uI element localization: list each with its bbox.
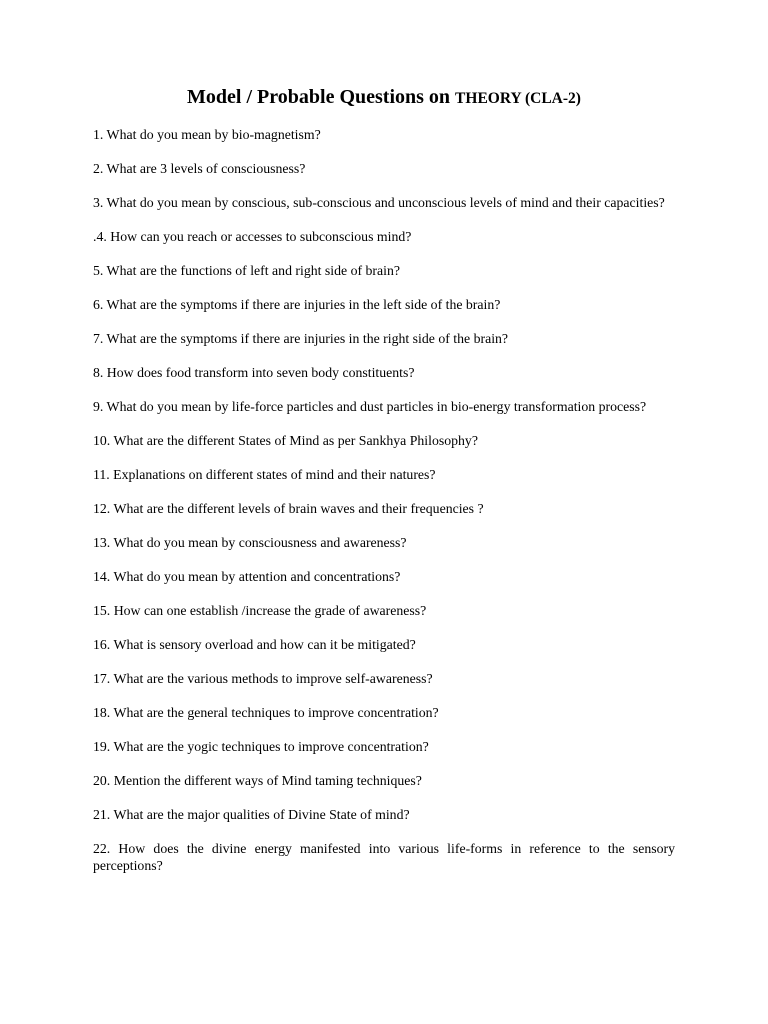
question-item: 11. Explanations on different states of mind and their natures?: [93, 467, 436, 482]
question-item: 18. What are the general techniques to improve concentration?: [93, 705, 439, 720]
question-item: 22. How does the divine energy manifested into various life-forms in reference to the sensory perceptions?: [93, 841, 675, 873]
question-item: 16. What is sensory overload and how can it be mitigated?: [93, 637, 416, 652]
question-item: 15. How can one establish /increase the grade of awareness?: [93, 603, 427, 618]
question-item: 5. What are the functions of left and right side of brain?: [93, 263, 401, 278]
title-main: Model / Probable Questions on: [187, 86, 456, 108]
question-item: 2. What are 3 levels of consciousness?: [93, 161, 306, 176]
question-item: 17. What are the various methods to improve self-awareness?: [93, 671, 433, 686]
question-list: [93, 126, 675, 891]
question-item: 19. What are the yogic techniques to improve concentration?: [93, 739, 429, 754]
question-item: 20. Mention the different ways of Mind taming techniques?: [93, 773, 422, 788]
question-item: 12. What are the different levels of brain waves and their frequencies ?: [93, 501, 484, 516]
question-item: 9. What do you mean by life-force particles and dust particles in bio-energy transformation process?: [93, 399, 647, 414]
question-item: 6. What are the symptoms if there are injuries in the left side of the brain?: [93, 297, 501, 312]
title-sub: THEORY (CLA-2): [455, 90, 581, 107]
question-item: 3. What do you mean by conscious, sub-conscious and unconscious levels of mind and their capacities?: [93, 195, 665, 210]
question-item: 10. What are the different States of Mind as per Sankhya Philosophy?: [93, 433, 478, 448]
question-item: 21. What are the major qualities of Divine State of mind?: [93, 807, 410, 822]
question-item: 13. What do you mean by consciousness and awareness?: [93, 535, 407, 550]
question-item: 7. What are the symptoms if there are injuries in the right side of the brain?: [93, 331, 509, 346]
question-item: .4. How can you reach or accesses to subconscious mind?: [93, 229, 412, 244]
question-item: 8. How does food transform into seven body constituents?: [93, 365, 415, 380]
page-title: [0, 86, 768, 109]
question-item: 14. What do you mean by attention and concentrations?: [93, 569, 401, 584]
question-item: 1. What do you mean by bio-magnetism?: [93, 127, 321, 142]
